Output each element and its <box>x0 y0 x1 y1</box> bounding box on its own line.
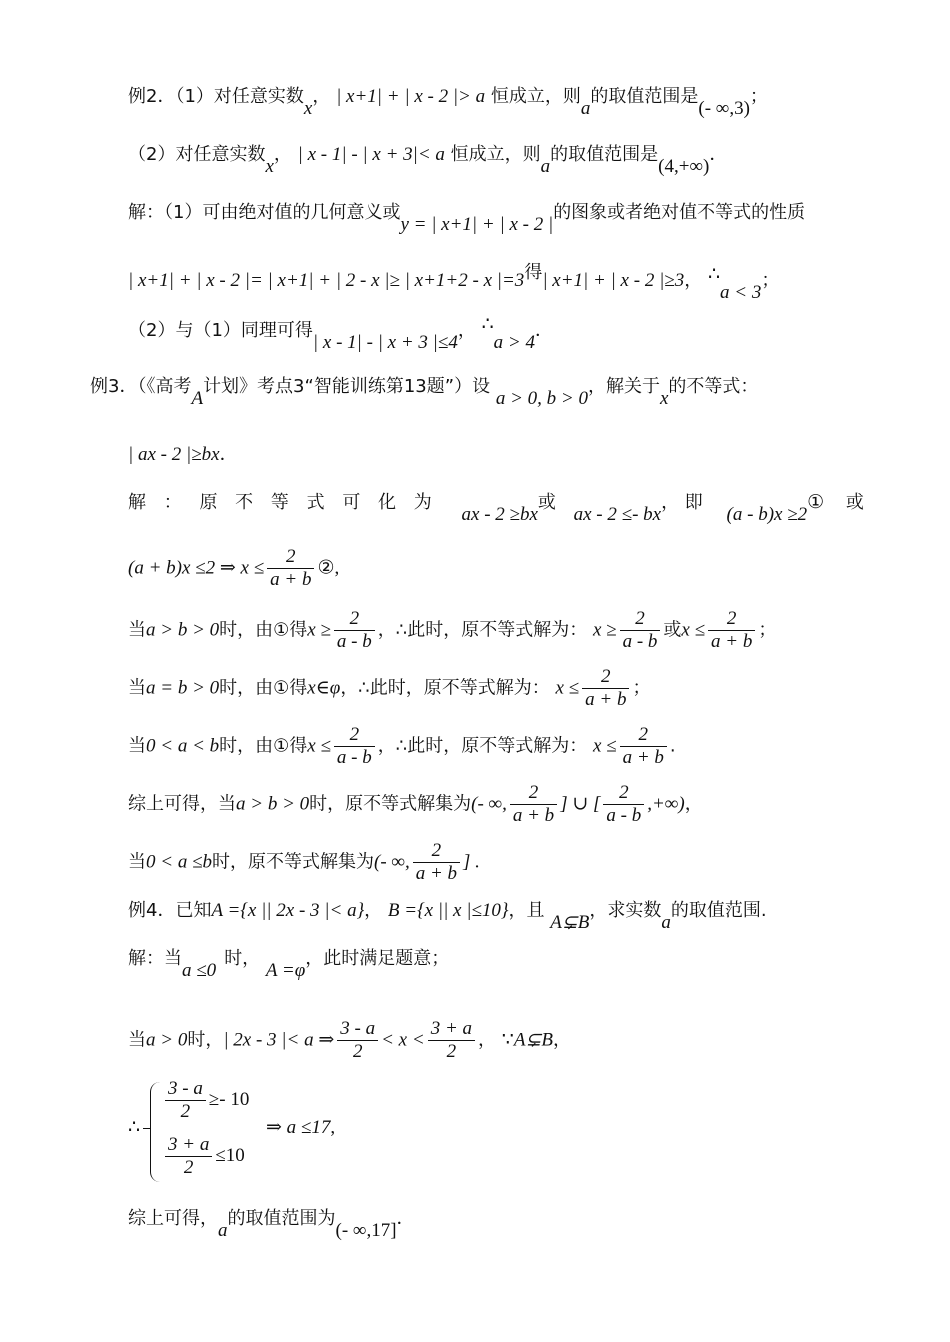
fraction <box>708 608 755 653</box>
range-text: 的取值范围是 <box>550 144 659 165</box>
numerator: 2 <box>334 608 375 631</box>
denominator: a + b <box>415 863 458 884</box>
ex3-case3 <box>128 724 676 769</box>
dot: ． <box>534 320 553 341</box>
comma: ， <box>364 900 383 921</box>
question-text2: 的取值范围. <box>670 900 767 921</box>
ex3-inequality <box>128 440 238 470</box>
shi-text: 时， <box>224 948 261 969</box>
case1-cond: a > b > 0 <box>146 619 220 641</box>
or-text: 或 <box>845 492 864 513</box>
ex3-case2 <box>128 666 650 711</box>
ex3-task: ，解关于 <box>587 376 660 397</box>
therefore-symbol: ∴ <box>707 264 721 285</box>
fraction <box>165 1134 212 1179</box>
dot: ． <box>709 144 728 165</box>
ex4-cond: a ≤0 <box>182 960 217 981</box>
comma: ， <box>478 1029 497 1051</box>
ex3-header <box>90 372 759 409</box>
ex2-answer1: a < 3 <box>720 282 762 303</box>
case2-cond: a = b > 0 <box>146 677 220 699</box>
set-A: A ={x || 2x - 3 |< a} <box>211 900 365 921</box>
set-open: (- ∞, <box>471 793 507 815</box>
empty-set: A =φ <box>265 960 306 981</box>
ex2-p2-expr: | x - 1| - | x + 3|< a <box>297 144 445 165</box>
dang-text: 当 <box>128 677 146 699</box>
denominator: a + b <box>711 631 753 652</box>
ex3-sol-text: 解 ： 原 不 等 式 可 化 为 <box>128 492 438 513</box>
comma: ， <box>273 144 292 165</box>
comma: ， <box>552 1029 571 1051</box>
ex4-solution-1 <box>128 944 450 981</box>
comma: ， <box>684 270 703 291</box>
ex2-p1-text: 恒成立，则 <box>490 86 581 107</box>
system-bound-1: ≥- 10 <box>208 1089 250 1110</box>
therefore-symbol: ∴ <box>481 314 494 335</box>
set-close: ,+∞) <box>647 793 685 815</box>
ex2-solution-1 <box>128 198 806 235</box>
x-in-empty: x∈φ <box>307 677 341 699</box>
numerator: 2 <box>582 666 629 689</box>
ex2-sol-label: 解：（1）可由绝对值的几何意义或 <box>128 202 401 223</box>
abs-ineq: | 2x - 3 |< a ⇒ <box>223 1029 335 1051</box>
final-answer: (- ∞,17] <box>335 1220 397 1241</box>
fraction <box>334 608 375 653</box>
summary-text: 综上可得，当 <box>128 793 236 815</box>
numerator: 2 <box>708 608 755 631</box>
var-a: a <box>540 156 551 177</box>
ex3-summary-2 <box>128 840 480 885</box>
numerator: 3 + a <box>428 1018 475 1041</box>
fraction <box>267 546 314 591</box>
a-positive: a > 0 <box>146 1029 188 1051</box>
ex2-p1-expr: | x+1| + | x - 2 |> a <box>336 86 486 107</box>
ex3-label: 例3．（《高考 <box>90 376 192 397</box>
left-brace <box>150 1082 161 1182</box>
ex2-part1 <box>128 82 768 119</box>
ex3-ineq: | ax - 2 |≥bx <box>128 444 220 465</box>
ex3-expr3: (a - b)x ≥2 <box>726 504 808 525</box>
ex3-expr1: ax - 2 ≥bx <box>461 504 538 525</box>
var-A: A <box>191 388 204 409</box>
because-symbol: ∵ <box>501 1029 514 1051</box>
ex2-p1-answer: (- ∞,3) <box>698 98 750 119</box>
fraction <box>428 1018 475 1063</box>
numerator: 2 <box>603 782 644 805</box>
de-text: 得 <box>524 262 543 283</box>
comma: ， <box>684 793 703 815</box>
denominator: a - b <box>336 747 372 768</box>
case3-cond: 0 < a < b <box>146 735 220 757</box>
dang-text: 当 <box>128 619 146 641</box>
case-conclusion: ，∴此时，原不等式解为： <box>340 677 550 699</box>
ex3-summary-1 <box>128 782 703 827</box>
ex2-sol-expr: y = | x+1| + | x - 2 | <box>400 214 554 235</box>
ex2-sol2-expr: | x - 1| - | x + 3 |≤4 <box>312 332 458 353</box>
union: ] ∪ [ <box>560 793 601 815</box>
denominator: a - b <box>622 631 658 652</box>
numerator: 3 - a <box>337 1018 378 1041</box>
ex2-sol2-text: （2）与（1）同理可得 <box>128 320 313 341</box>
semicolon: ； <box>632 677 651 699</box>
numerator: 3 - a <box>165 1078 206 1101</box>
fraction <box>582 666 629 711</box>
denominator: 2 <box>180 1101 191 1122</box>
system-bound-2: ≤10 <box>215 1145 245 1166</box>
x-ge: x ≥ <box>592 619 617 641</box>
denominator: a + b <box>585 689 627 710</box>
var-a: a <box>218 1220 228 1241</box>
dot: ． <box>396 1208 415 1229</box>
ex4-solution-2 <box>128 1018 571 1063</box>
set-open: (- ∞, <box>374 851 410 873</box>
ex4-sol-label: 解：当 <box>128 948 182 969</box>
therefore-symbol: ∴ <box>128 1117 141 1138</box>
system-row-2 <box>162 1134 245 1179</box>
shi-text: 时， <box>187 1029 224 1051</box>
ex2-part2 <box>128 140 728 177</box>
denominator: a + b <box>512 805 555 826</box>
set-close: ] . <box>463 851 480 873</box>
var-x: x <box>659 388 669 409</box>
summary-text2: 时，原不等式解集为 <box>212 851 374 873</box>
ex3-expr4: (a + b)x ≤2 ⇒ x ≤ <box>128 557 265 579</box>
system-result: ⇒ a ≤17, <box>266 1117 336 1138</box>
x-ge: x ≥ <box>307 619 331 641</box>
period: . <box>669 735 676 757</box>
denominator: a + b <box>622 747 664 768</box>
numerator: 2 <box>334 724 375 747</box>
numerator: 2 <box>510 782 557 805</box>
x-le: x ≤ <box>555 677 580 699</box>
numerator: 3 + a <box>165 1134 212 1157</box>
numerator: 2 <box>267 546 314 569</box>
case-text: 时，由①得 <box>219 677 308 699</box>
denominator: a - b <box>606 805 642 826</box>
ex2-chain2: | x+1| + | x - 2 |≥3 <box>542 270 685 291</box>
comma: ， <box>457 320 476 341</box>
ex3-solution-1 <box>128 488 864 525</box>
x-le: x ≤ <box>681 619 706 641</box>
dang-text: 当 <box>128 851 146 873</box>
case-text: 时，由①得 <box>219 735 308 757</box>
ex3-task2: 的不等式： <box>668 376 759 397</box>
var-a: a <box>580 98 591 119</box>
ex2-p2-text: 恒成立，则 <box>450 144 541 165</box>
subset-expr: A⊊B <box>513 1029 553 1051</box>
fraction <box>510 782 557 827</box>
set-B: B ={x || x |≤10} <box>387 900 509 921</box>
numerator: 2 <box>413 840 460 863</box>
case-conclusion: ，∴此时，原不等式解为： <box>377 619 588 641</box>
ex2-answer2: a > 4 <box>493 332 535 353</box>
question-text: ，求实数 <box>589 900 662 921</box>
range-text: 的取值范围是 <box>590 86 699 107</box>
dot: ． <box>219 444 238 465</box>
ok-text: ，此时满足题意； <box>305 948 450 969</box>
semicolon: ； <box>749 86 768 107</box>
qie-text: ，且 <box>508 900 545 921</box>
fraction <box>603 782 644 827</box>
ex2-solution-2 <box>128 314 553 353</box>
dang-text: 当 <box>128 735 146 757</box>
ex4-label: 例4．已知 <box>128 900 212 921</box>
fraction <box>620 608 661 653</box>
fraction <box>334 724 375 769</box>
dang-text: 当 <box>128 1029 146 1051</box>
case-conclusion: ，∴此时，原不等式解为： <box>377 735 588 757</box>
comma: ， <box>312 86 331 107</box>
ex2-p2-tag: （2）对任意实数 <box>128 144 266 165</box>
semicolon: ； <box>761 270 780 291</box>
circle-2: ②, <box>317 557 340 579</box>
denominator: a - b <box>336 631 372 652</box>
summary-text2: 时，原不等式解集为 <box>309 793 472 815</box>
ex2-solution-chain <box>128 262 780 303</box>
var-x: x <box>303 98 313 119</box>
denominator: 2 <box>183 1157 194 1178</box>
system-row-1 <box>162 1078 249 1123</box>
x-le: x ≤ <box>307 735 331 757</box>
x-le: x ≤ <box>592 735 617 757</box>
semicolon: ； <box>758 619 777 641</box>
summary2-cond: 0 < a ≤b <box>146 851 212 873</box>
var-x: x <box>265 156 274 177</box>
denominator: 2 <box>446 1041 457 1062</box>
ex3-solution-2 <box>128 546 339 591</box>
denominator: a + b <box>270 569 312 590</box>
var-a: a <box>661 912 671 933</box>
ex4-conclusion <box>128 1204 415 1241</box>
fraction <box>620 724 667 769</box>
ex3-case1 <box>128 608 776 653</box>
circle-1: ① <box>807 492 825 513</box>
ex2-p1-tag: （1）对任意实数 <box>175 86 304 107</box>
mid-ineq: < x < <box>381 1029 425 1051</box>
fraction <box>337 1018 378 1063</box>
denominator: 2 <box>352 1041 363 1062</box>
fraction <box>413 840 460 885</box>
or-text: 或 <box>537 492 556 513</box>
final-text2: 的取值范围为 <box>227 1208 336 1229</box>
numerator: 2 <box>620 608 661 631</box>
final-text: 综上可得， <box>128 1208 218 1229</box>
subset-expr: A⊊B <box>550 912 590 933</box>
ji-text: ， 即 <box>661 492 703 513</box>
ex3-condition: a > 0, b > 0 <box>495 388 588 409</box>
ex2-chain: | x+1| + | x - 2 |= | x+1| + | 2 - x |≥ | x+1+2 - x |=3 <box>128 270 525 291</box>
ex3-expr2: ax - 2 ≤- bx <box>573 504 662 525</box>
case-text: 时，由①得 <box>219 619 308 641</box>
ex3-source: 计划》考点3“智能训练第13题”）设 <box>203 376 491 397</box>
numerator: 2 <box>620 724 667 747</box>
case1-cond: a > b > 0 <box>236 793 310 815</box>
fraction <box>165 1078 206 1123</box>
ex2-label: 例2． <box>128 86 176 107</box>
ex2-sol-text: 的图象或者绝对值不等式的性质 <box>553 202 806 223</box>
or-text: 或 <box>663 619 682 641</box>
ex4-header <box>128 896 767 933</box>
ex2-p2-answer: (4,+∞) <box>658 156 710 177</box>
implication: ⇒ a ≤17 <box>266 1117 331 1138</box>
